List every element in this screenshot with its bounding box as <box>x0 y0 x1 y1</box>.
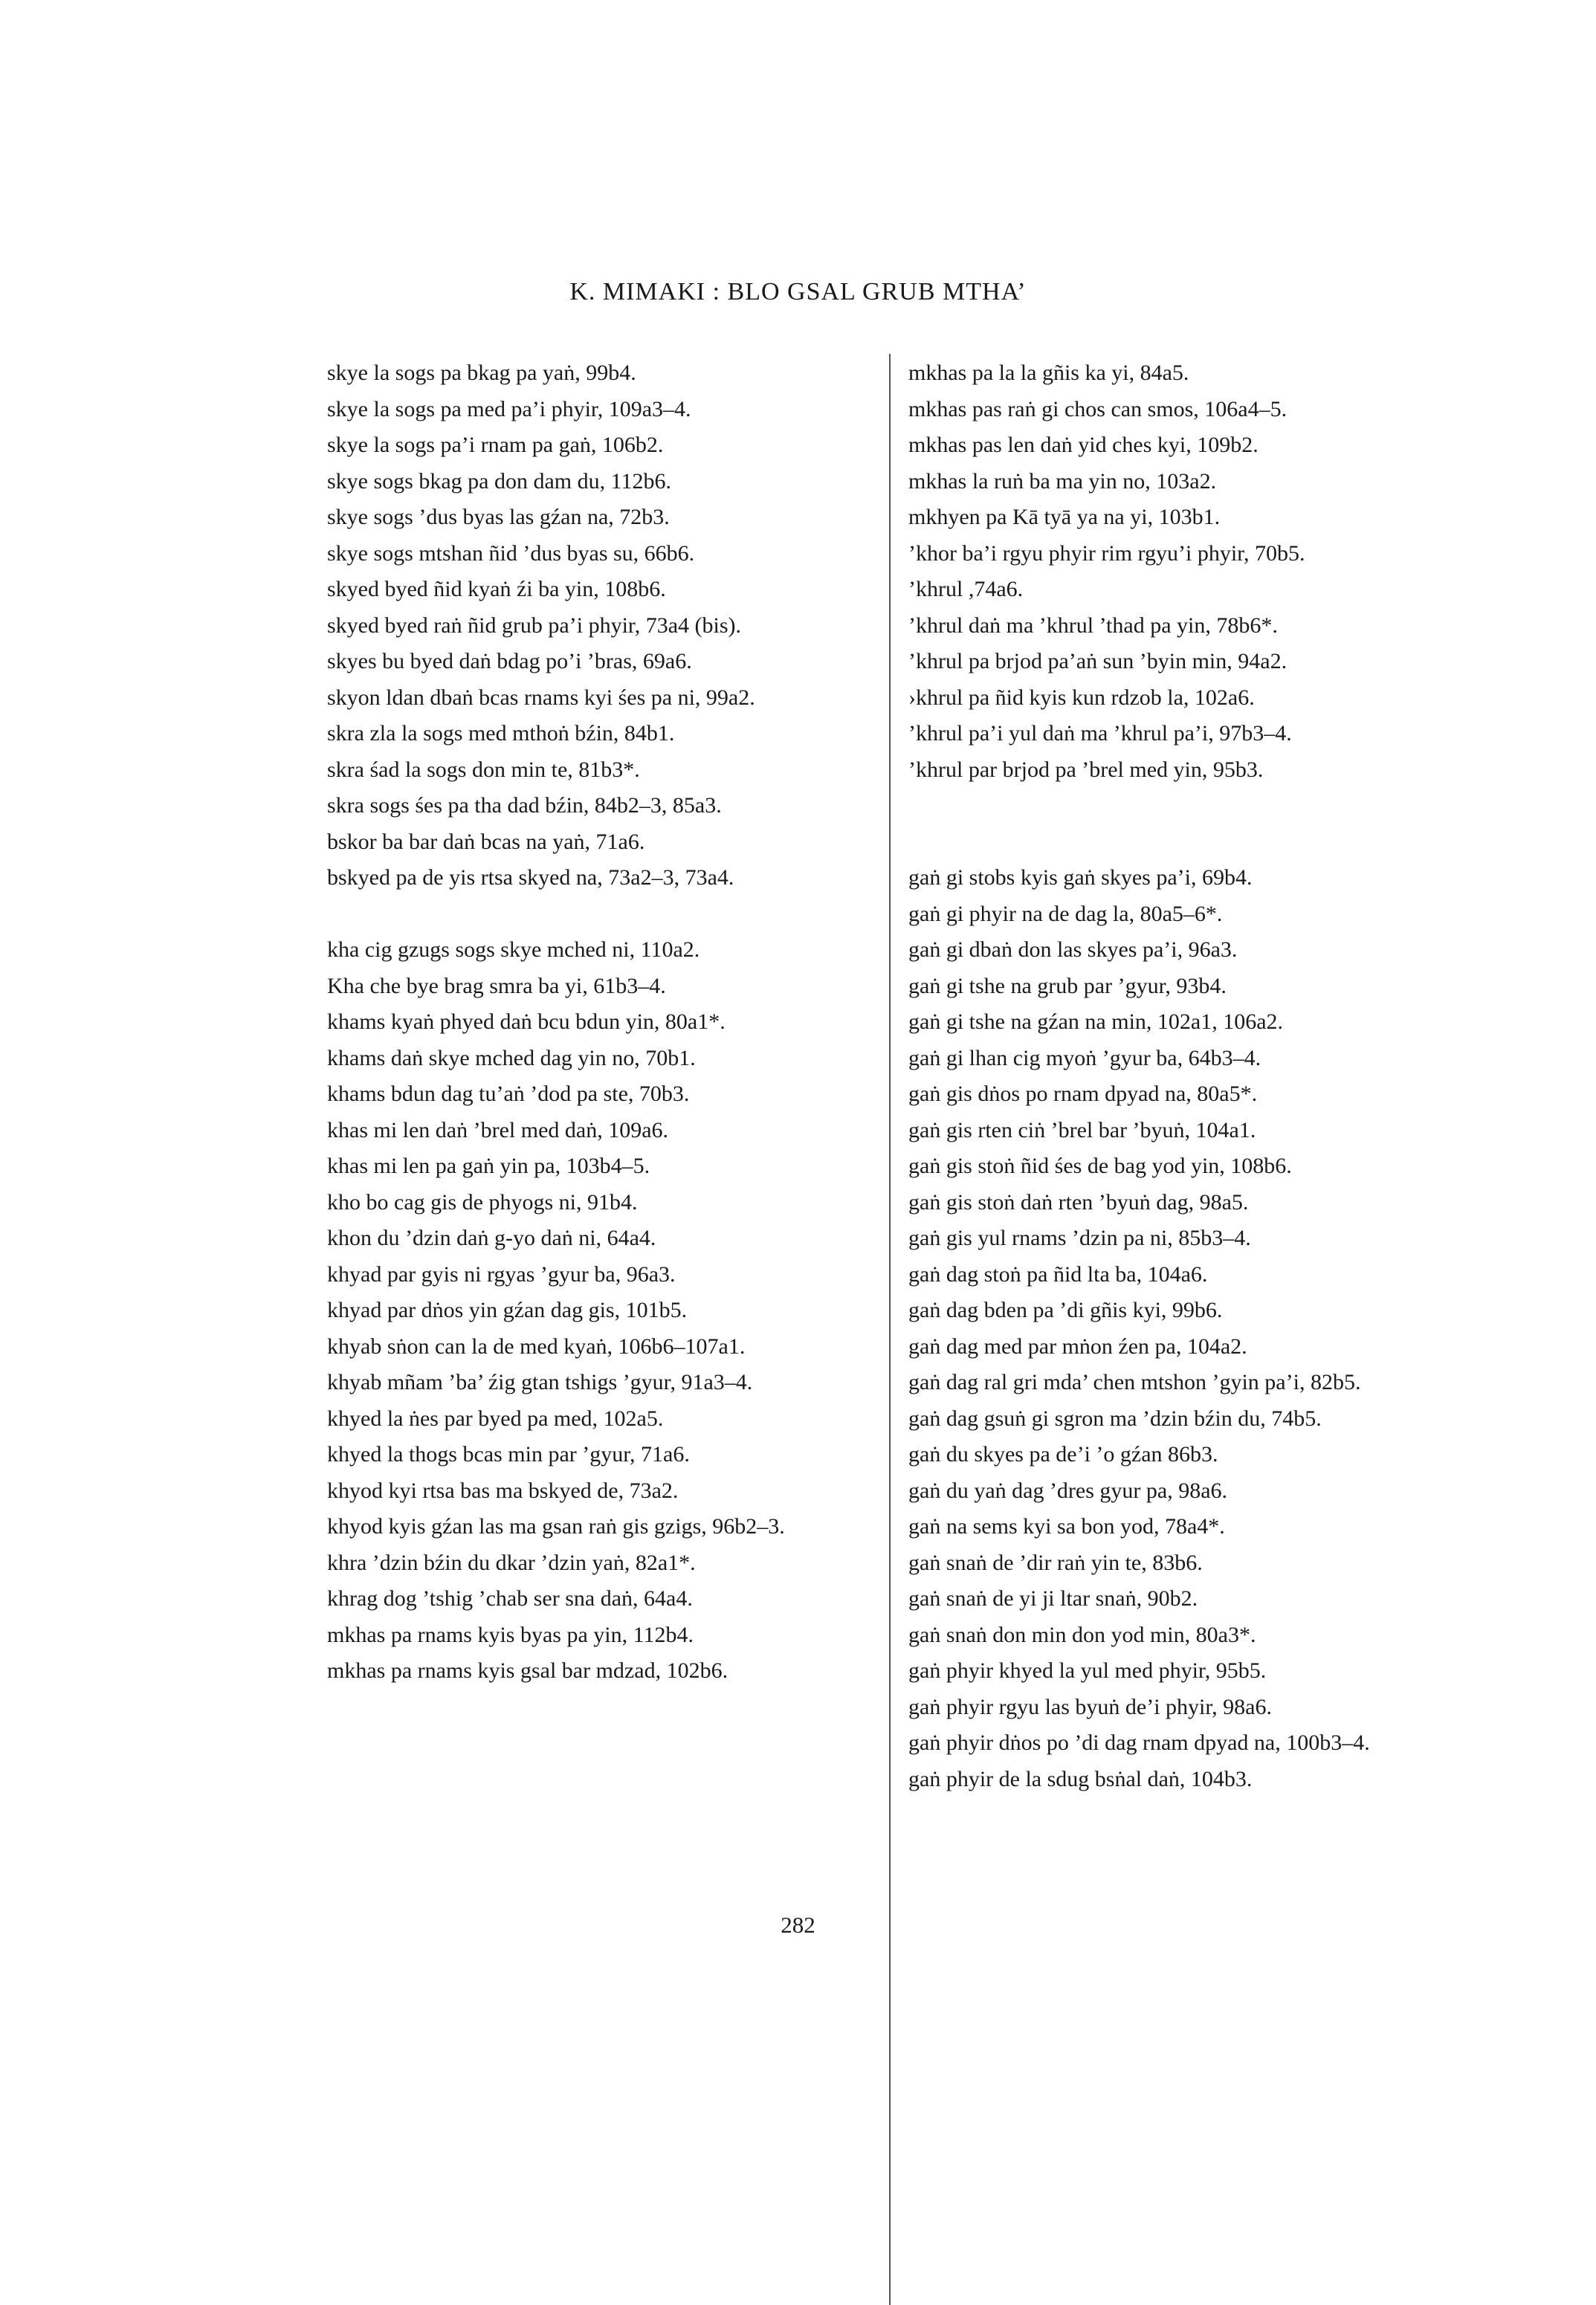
index-entry: gaṅ snaṅ de ’dir raṅ yin te, 83b6. <box>908 1550 1203 1575</box>
index-entry: ›khrul pa ñid kyis kun rdzob la, 102a6. <box>908 685 1255 710</box>
right-group-1 <box>908 355 1473 788</box>
index-entry: mkhas pa rnams kyis gsal bar mdzad, 102b6. <box>327 1658 728 1683</box>
index-entry: mkhas pas len daṅ yid ches kyi, 109b2. <box>908 433 1259 457</box>
index-entry: kha cig gzugs sogs skye mched ni, 110a2. <box>327 937 700 962</box>
index-entry: ’khrul ,74a6. <box>908 577 1024 601</box>
index-entry: gaṅ gis rten ciṅ ’brel bar ’byuṅ, 104a1. <box>908 1117 1256 1142</box>
index-entry: khams daṅ skye mched dag yin no, 70b1. <box>327 1045 696 1070</box>
index-entry: gaṅ gis stoṅ daṅ rten ’byuṅ dag, 98a5. <box>908 1189 1249 1215</box>
index-entry: mkhas pas raṅ gi chos can smos, 106a4–5. <box>908 396 1288 421</box>
left-group-1 <box>327 355 877 896</box>
index-entry: bskor ba bar daṅ bcas na yaṅ, 71a6. <box>327 829 645 854</box>
index-entry: gaṅ dag gsuṅ gi sgron ma ’dzin bźin du, 74b5. <box>908 1406 1322 1431</box>
index-entry: khyab mñam ’ba’ źig gtan tshigs ’gyur, 91a3–4. <box>327 1370 753 1394</box>
index-entry: ’khrul pa’i yul daṅ ma ’khrul pa’i, 97b3–4. <box>908 721 1292 746</box>
index-entry: gaṅ gi phyir na de dag la, 80a5–6*. <box>908 901 1223 926</box>
index-entry: gaṅ snaṅ don min don yod min, 80a3*. <box>908 1622 1256 1647</box>
index-entry: gaṅ gi dbaṅ don las skyes pa’i, 96a3. <box>908 937 1238 962</box>
index-entry: mkhas pa la la gñis ka yi, 84a5. <box>908 361 1189 385</box>
index-entry: gaṅ na sems kyi sa bon yod, 78a4*. <box>908 1514 1225 1539</box>
index-entry: skyes bu byed daṅ bdag po’i ’bras, 69a6. <box>327 649 692 673</box>
index-entry: khyed la ṅes par byed pa med, 102a5. <box>327 1406 664 1431</box>
index-entry: gaṅ phyir khyed la yul med phyir, 95b5. <box>908 1658 1267 1683</box>
index-entry: gaṅ phyir rgyu las byuṅ de’i phyir, 98a6. <box>908 1694 1272 1719</box>
index-entry: khams bdun dag tu’aṅ ’dod pa ste, 70b3. <box>327 1082 690 1106</box>
index-entry: skyed byed ñid kyaṅ źi ba yin, 108b6. <box>327 577 666 601</box>
index-entry: ’khrul daṅ ma ’khrul ’thad pa yin, 78b6*. <box>908 612 1278 638</box>
right-group-2 <box>908 860 1473 1797</box>
running-title: K. MIMAKI : BLO GSAL GRUB MTHA’ <box>569 278 1027 305</box>
index-entry: gaṅ gis dṅos po rnam dpyad na, 80a5*. <box>908 1082 1258 1106</box>
index-entry: skye la sogs pa med pa’i phyir, 109a3–4. <box>327 396 691 421</box>
index-entry: gaṅ dag ral gri mda’ chen mtshon ’gyin pa’i, 82b5. <box>908 1370 1361 1394</box>
index-entry: khyad par gyis ni rgyas ’gyur ba, 96a3. <box>327 1261 676 1287</box>
index-entry: gaṅ gi stobs kyis gaṅ skyes pa’i, 69b4. <box>908 865 1253 890</box>
index-entry: gaṅ gi tshe na gźan na min, 102a1, 106a2. <box>908 1009 1284 1034</box>
index-entry: khyod kyi rtsa bas ma bskyed de, 73a2. <box>327 1478 679 1503</box>
index-entry: gaṅ dag stoṅ pa ñid lta ba, 104a6. <box>908 1261 1208 1287</box>
index-entry: bskyed pa de yis rtsa skyed na, 73a2–3, 73a4. <box>327 865 734 890</box>
index-entry: gaṅ du yaṅ dag ’dres gyur pa, 98a6. <box>908 1478 1228 1503</box>
index-entry: gaṅ gis yul rnams ’dzin pa ni, 85b3–4. <box>908 1226 1251 1250</box>
index-entry: gaṅ phyir dṅos po ’di dag rnam dpyad na, 100b3–4. <box>908 1730 1370 1755</box>
index-entry: khon du ’dzin daṅ g-yo daṅ ni, 64a4. <box>327 1226 656 1250</box>
index-entry: Kha che bye brag smra ba yi, 61b3–4. <box>327 973 666 998</box>
index-entry: khyed la thogs bcas min par ’gyur, 71a6. <box>327 1442 690 1467</box>
page-number: 282 <box>781 1912 815 1938</box>
section-gap <box>908 824 1473 861</box>
index-entry: khas mi len pa gaṅ yin pa, 103b4–5. <box>327 1154 650 1178</box>
index-entry: gaṅ gi lhan cig myoṅ ’gyur ba, 64b3–4. <box>908 1045 1261 1070</box>
index-entry: mkhas la ruṅ ba ma yin no, 103a2. <box>908 468 1217 494</box>
index-entry: skye sogs ’dus byas las gźan na, 72b3. <box>327 505 670 529</box>
index-entry: skye la sogs pa’i rnam pa gaṅ, 106b2. <box>327 433 664 457</box>
right-column <box>908 355 1473 1797</box>
index-entry: gaṅ dag med par mṅon źen pa, 104a2. <box>908 1333 1247 1359</box>
index-entry: skyed byed raṅ ñid grub pa’i phyir, 73a4 (bis). <box>327 612 742 638</box>
index-entry: skye la sogs pa bkag pa yaṅ, 99b4. <box>327 361 636 385</box>
index-entry: skye sogs bkag pa don dam du, 112b6. <box>327 468 672 494</box>
left-group-2 <box>327 932 877 1690</box>
index-entry: skyon ldan dbaṅ bcas rnams kyi śes pa ni, 99a2. <box>327 685 755 710</box>
index-entry: gaṅ snaṅ de yi ji ltar snaṅ, 90b2. <box>908 1586 1198 1611</box>
index-entry: khyab sṅon can la de med kyaṅ, 106b6–107a1. <box>327 1333 746 1359</box>
index-entry: gaṅ gis stoṅ ñid śes de bag yod yin, 108b6. <box>908 1154 1292 1178</box>
index-entry: khyad par dṅos yin gźan dag gis, 101b5. <box>327 1298 688 1322</box>
index-entry: khams kyaṅ phyed daṅ bcu bdun yin, 80a1*. <box>327 1009 726 1034</box>
index-entry: skra zla la sogs med mthoṅ bźin, 84b1. <box>327 721 675 746</box>
section-gap <box>327 896 877 933</box>
index-entry: gaṅ du skyes pa de’i ’o gźan 86b3. <box>908 1442 1218 1467</box>
index-entry: skra sogs śes pa tha dad bźin, 84b2–3, 85a3. <box>327 793 722 818</box>
index-entry: gaṅ gi tshe na grub par ’gyur, 93b4. <box>908 973 1227 998</box>
index-entry: gaṅ phyir de la sdug bsṅal daṅ, 104b3. <box>908 1766 1253 1791</box>
index-entry: skra śad la sogs don min te, 81b3*. <box>327 757 640 782</box>
index-entry: khrag dog ’tshig ’chab ser sna daṅ, 64a4. <box>327 1586 693 1611</box>
index-entry: mkhas pa rnams kyis byas pa yin, 112b4. <box>327 1622 694 1647</box>
index-entry: ’khor ba’i rgyu phyir rim rgyu’i phyir, 70b5. <box>908 540 1305 566</box>
left-column <box>327 355 877 1690</box>
index-entry: khas mi len daṅ ’brel med daṅ, 109a6. <box>327 1117 669 1142</box>
index-entry: ’khrul par brjod pa ’brel med yin, 95b3. <box>908 757 1264 782</box>
index-entry: skye sogs mtshan ñid ’dus byas su, 66b6. <box>327 540 695 566</box>
index-entry: kho bo cag gis de phyogs ni, 91b4. <box>327 1189 638 1215</box>
index-entry: mkhyen pa Kā tyā ya na yi, 103b1. <box>908 505 1221 529</box>
index-entry: khra ’dzin bźin du dkar ’dzin yaṅ, 82a1*. <box>327 1550 696 1575</box>
index-entry: ’khrul pa brjod pa’aṅ sun ’byin min, 94a2. <box>908 649 1288 673</box>
column-divider <box>889 354 891 2305</box>
index-entry: khyod kyis gźan las ma gsan raṅ gis gzigs, 96b2–3. <box>327 1514 785 1539</box>
section-gap <box>908 788 1473 824</box>
index-entry: gaṅ dag bden pa ’di gñis kyi, 99b6. <box>908 1298 1223 1322</box>
